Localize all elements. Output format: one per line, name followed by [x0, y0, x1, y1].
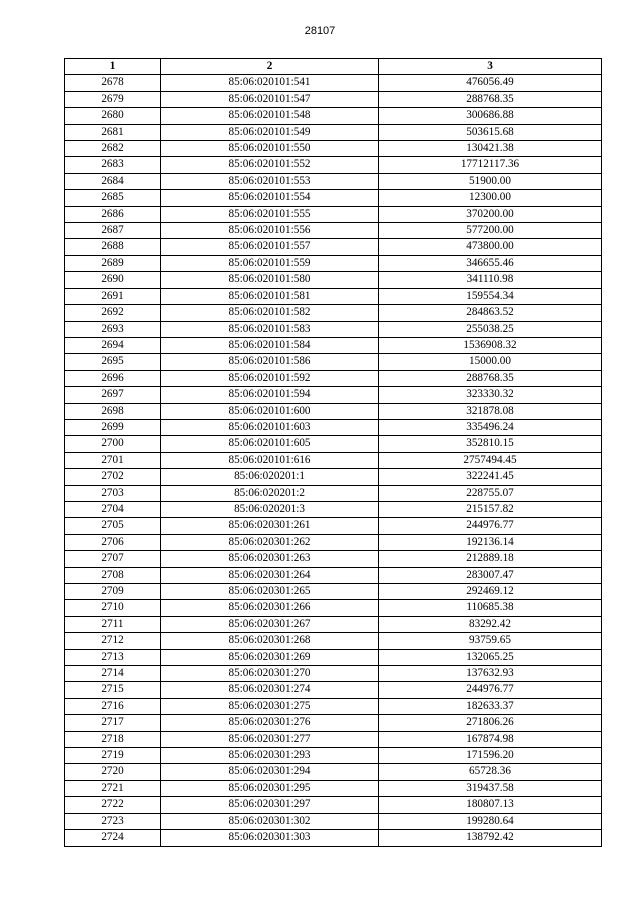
- cadastral-number-cell: 85:06:020101:552: [161, 157, 379, 173]
- cadastral-number-cell: 85:06:020101:583: [161, 321, 379, 337]
- value-cell: 271806.26: [379, 715, 602, 731]
- table-row: [65, 288, 602, 304]
- cadastral-number-cell: 85:06:020301:266: [161, 600, 379, 616]
- row-number-cell: 2688: [65, 239, 161, 255]
- table-row: [65, 321, 602, 337]
- value-cell: 199280.64: [379, 813, 602, 829]
- cadastral-number-cell: 85:06:020301:276: [161, 715, 379, 731]
- row-number-cell: 2698: [65, 403, 161, 419]
- value-cell: 215157.82: [379, 501, 602, 517]
- row-number-cell: 2703: [65, 485, 161, 501]
- row-number-cell: 2690: [65, 272, 161, 288]
- row-number-cell: 2718: [65, 731, 161, 747]
- row-number-cell: 2722: [65, 797, 161, 813]
- value-cell: 15000.00: [379, 354, 602, 370]
- table-row: [65, 518, 602, 534]
- table-body: [65, 75, 602, 846]
- cadastral-number-cell: 85:06:020301:261: [161, 518, 379, 534]
- table-row: [65, 190, 602, 206]
- row-number-cell: 2678: [65, 75, 161, 91]
- cadastral-number-cell: 85:06:020201:1: [161, 469, 379, 485]
- cadastral-number-cell: 85:06:020301:265: [161, 584, 379, 600]
- cadastral-number-cell: 85:06:020101:557: [161, 239, 379, 255]
- value-cell: 476056.49: [379, 75, 602, 91]
- cadastral-number-cell: 85:06:020101:580: [161, 272, 379, 288]
- cadastral-number-cell: 85:06:020301:269: [161, 649, 379, 665]
- value-cell: 321878.08: [379, 403, 602, 419]
- cadastral-number-cell: 85:06:020101:553: [161, 173, 379, 189]
- row-number-cell: 2713: [65, 649, 161, 665]
- cadastral-number-cell: 85:06:020101:605: [161, 436, 379, 452]
- value-cell: 65728.36: [379, 764, 602, 780]
- table-row: [65, 75, 602, 91]
- cadastral-number-cell: 85:06:020301:264: [161, 567, 379, 583]
- table-row: [65, 797, 602, 813]
- table-row: [65, 584, 602, 600]
- value-cell: 322241.45: [379, 469, 602, 485]
- row-number-cell: 2693: [65, 321, 161, 337]
- value-cell: 300686.88: [379, 108, 602, 124]
- cadastral-number-cell: 85:06:020301:275: [161, 698, 379, 714]
- row-number-cell: 2702: [65, 469, 161, 485]
- value-cell: 93759.65: [379, 633, 602, 649]
- cadastral-number-cell: 85:06:020301:262: [161, 534, 379, 550]
- value-cell: 283007.47: [379, 567, 602, 583]
- row-number-cell: 2705: [65, 518, 161, 534]
- table-row: [65, 698, 602, 714]
- value-cell: 319437.58: [379, 780, 602, 796]
- value-cell: 137632.93: [379, 666, 602, 682]
- cadastral-number-cell: 85:06:020101:555: [161, 206, 379, 222]
- cadastral-number-cell: 85:06:020101:586: [161, 354, 379, 370]
- row-number-cell: 2686: [65, 206, 161, 222]
- table-row: [65, 108, 602, 124]
- table-row: [65, 830, 602, 846]
- table-row: [65, 272, 602, 288]
- page-number: 28107: [304, 25, 336, 37]
- value-cell: 51900.00: [379, 173, 602, 189]
- table-row: [65, 223, 602, 239]
- value-cell: 577200.00: [379, 223, 602, 239]
- cadastral-number-cell: 85:06:020301:274: [161, 682, 379, 698]
- table-row: [65, 452, 602, 468]
- row-number-cell: 2712: [65, 633, 161, 649]
- table-row: [65, 387, 602, 403]
- table-row: [65, 600, 602, 616]
- cadastral-number-cell: 85:06:020301:303: [161, 830, 379, 846]
- table-row: [65, 173, 602, 189]
- value-cell: 159554.34: [379, 288, 602, 304]
- row-number-cell: 2708: [65, 567, 161, 583]
- cadastral-number-cell: 85:06:020101:549: [161, 124, 379, 140]
- cadastral-number-cell: 85:06:020301:268: [161, 633, 379, 649]
- table-row: [65, 616, 602, 632]
- table-header: [65, 59, 602, 75]
- value-cell: 212889.18: [379, 551, 602, 567]
- table-row: [65, 403, 602, 419]
- row-number-cell: 2706: [65, 534, 161, 550]
- table-row: [65, 206, 602, 222]
- row-number-cell: 2692: [65, 305, 161, 321]
- cadastral-number-cell: 85:06:020101:548: [161, 108, 379, 124]
- value-cell: 228755.07: [379, 485, 602, 501]
- column-header-3: 3: [379, 59, 602, 75]
- value-cell: 288768.35: [379, 370, 602, 386]
- cadastral-number-cell: 85:06:020101:556: [161, 223, 379, 239]
- row-number-cell: 2721: [65, 780, 161, 796]
- cadastral-number-cell: 85:06:020101:600: [161, 403, 379, 419]
- table-row: [65, 666, 602, 682]
- row-number-cell: 2699: [65, 419, 161, 435]
- value-cell: 255038.25: [379, 321, 602, 337]
- table-row: [65, 469, 602, 485]
- table-row: [65, 501, 602, 517]
- table-row: [65, 764, 602, 780]
- row-number-cell: 2707: [65, 551, 161, 567]
- column-header-2: 2: [161, 59, 379, 75]
- cadastral-number-cell: 85:06:020101:559: [161, 255, 379, 271]
- table-row: [65, 239, 602, 255]
- table-row: [65, 157, 602, 173]
- row-number-cell: 2682: [65, 141, 161, 157]
- table-row: [65, 748, 602, 764]
- row-number-cell: 2723: [65, 813, 161, 829]
- table-row: [65, 682, 602, 698]
- row-number-cell: 2680: [65, 108, 161, 124]
- table-row: [65, 731, 602, 747]
- cadastral-number-cell: 85:06:020101:582: [161, 305, 379, 321]
- row-number-cell: 2694: [65, 337, 161, 353]
- table-row: [65, 305, 602, 321]
- row-number-cell: 2724: [65, 830, 161, 846]
- value-cell: 2757494.45: [379, 452, 602, 468]
- row-number-cell: 2697: [65, 387, 161, 403]
- table-row: [65, 436, 602, 452]
- row-number-cell: 2704: [65, 501, 161, 517]
- value-cell: 503615.68: [379, 124, 602, 140]
- header-row: [65, 59, 602, 75]
- cadastral-number-cell: 85:06:020301:263: [161, 551, 379, 567]
- table-row: [65, 141, 602, 157]
- value-cell: 167874.98: [379, 731, 602, 747]
- value-cell: 192136.14: [379, 534, 602, 550]
- value-cell: 341110.98: [379, 272, 602, 288]
- table-row: [65, 649, 602, 665]
- cadastral-number-cell: 85:06:020301:302: [161, 813, 379, 829]
- cadastral-number-cell: 85:06:020101:581: [161, 288, 379, 304]
- cadastral-number-cell: 85:06:020101:594: [161, 387, 379, 403]
- table-row: [65, 567, 602, 583]
- row-number-cell: 2701: [65, 452, 161, 468]
- value-cell: 12300.00: [379, 190, 602, 206]
- value-cell: 346655.46: [379, 255, 602, 271]
- cadastral-number-cell: 85:06:020101:616: [161, 452, 379, 468]
- data-table: [64, 58, 602, 847]
- cadastral-number-cell: 85:06:020201:3: [161, 501, 379, 517]
- row-number-cell: 2719: [65, 748, 161, 764]
- row-number-cell: 2684: [65, 173, 161, 189]
- table-row: [65, 813, 602, 829]
- row-number-cell: 2691: [65, 288, 161, 304]
- value-cell: 284863.52: [379, 305, 602, 321]
- value-cell: 1536908.32: [379, 337, 602, 353]
- cadastral-number-cell: 85:06:020301:297: [161, 797, 379, 813]
- row-number-cell: 2711: [65, 616, 161, 632]
- value-cell: 138792.42: [379, 830, 602, 846]
- value-cell: 473800.00: [379, 239, 602, 255]
- table-row: [65, 715, 602, 731]
- table-row: [65, 551, 602, 567]
- row-number-cell: 2679: [65, 91, 161, 107]
- row-number-cell: 2683: [65, 157, 161, 173]
- table-row: [65, 337, 602, 353]
- row-number-cell: 2709: [65, 584, 161, 600]
- table-row: [65, 419, 602, 435]
- value-cell: 352810.15: [379, 436, 602, 452]
- value-cell: 335496.24: [379, 419, 602, 435]
- row-number-cell: 2687: [65, 223, 161, 239]
- value-cell: 244976.77: [379, 518, 602, 534]
- value-cell: 171596.20: [379, 748, 602, 764]
- row-number-cell: 2720: [65, 764, 161, 780]
- row-number-cell: 2685: [65, 190, 161, 206]
- value-cell: 292469.12: [379, 584, 602, 600]
- value-cell: 323330.32: [379, 387, 602, 403]
- row-number-cell: 2689: [65, 255, 161, 271]
- table-row: [65, 370, 602, 386]
- cadastral-number-cell: 85:06:020301:294: [161, 764, 379, 780]
- row-number-cell: 2714: [65, 666, 161, 682]
- row-number-cell: 2717: [65, 715, 161, 731]
- cadastral-number-cell: 85:06:020301:293: [161, 748, 379, 764]
- table-row: [65, 91, 602, 107]
- value-cell: 244976.77: [379, 682, 602, 698]
- cadastral-number-cell: 85:06:020301:295: [161, 780, 379, 796]
- value-cell: 180807.13: [379, 797, 602, 813]
- row-number-cell: 2716: [65, 698, 161, 714]
- cadastral-number-cell: 85:06:020101:603: [161, 419, 379, 435]
- value-cell: 110685.38: [379, 600, 602, 616]
- cadastral-number-cell: 85:06:020101:550: [161, 141, 379, 157]
- column-header-1: 1: [65, 59, 161, 75]
- value-cell: 288768.35: [379, 91, 602, 107]
- cadastral-number-cell: 85:06:020301:267: [161, 616, 379, 632]
- value-cell: 182633.37: [379, 698, 602, 714]
- value-cell: 132065.25: [379, 649, 602, 665]
- row-number-cell: 2696: [65, 370, 161, 386]
- value-cell: 83292.42: [379, 616, 602, 632]
- row-number-cell: 2681: [65, 124, 161, 140]
- value-cell: 370200.00: [379, 206, 602, 222]
- value-cell: 130421.38: [379, 141, 602, 157]
- row-number-cell: 2715: [65, 682, 161, 698]
- cadastral-number-cell: 85:06:020101:584: [161, 337, 379, 353]
- row-number-cell: 2700: [65, 436, 161, 452]
- cadastral-number-cell: 85:06:020101:554: [161, 190, 379, 206]
- cadastral-number-cell: 85:06:020101:592: [161, 370, 379, 386]
- cadastral-number-cell: 85:06:020301:277: [161, 731, 379, 747]
- table-row: [65, 485, 602, 501]
- cadastral-number-cell: 85:06:020301:270: [161, 666, 379, 682]
- row-number-cell: 2695: [65, 354, 161, 370]
- table-row: [65, 124, 602, 140]
- table-row: [65, 534, 602, 550]
- table-row: [65, 255, 602, 271]
- table-row: [65, 780, 602, 796]
- cadastral-number-cell: 85:06:020201:2: [161, 485, 379, 501]
- table-row: [65, 633, 602, 649]
- cadastral-number-cell: 85:06:020101:541: [161, 75, 379, 91]
- table-row: [65, 354, 602, 370]
- row-number-cell: 2710: [65, 600, 161, 616]
- value-cell: 17712117.36: [379, 157, 602, 173]
- cadastral-number-cell: 85:06:020101:547: [161, 91, 379, 107]
